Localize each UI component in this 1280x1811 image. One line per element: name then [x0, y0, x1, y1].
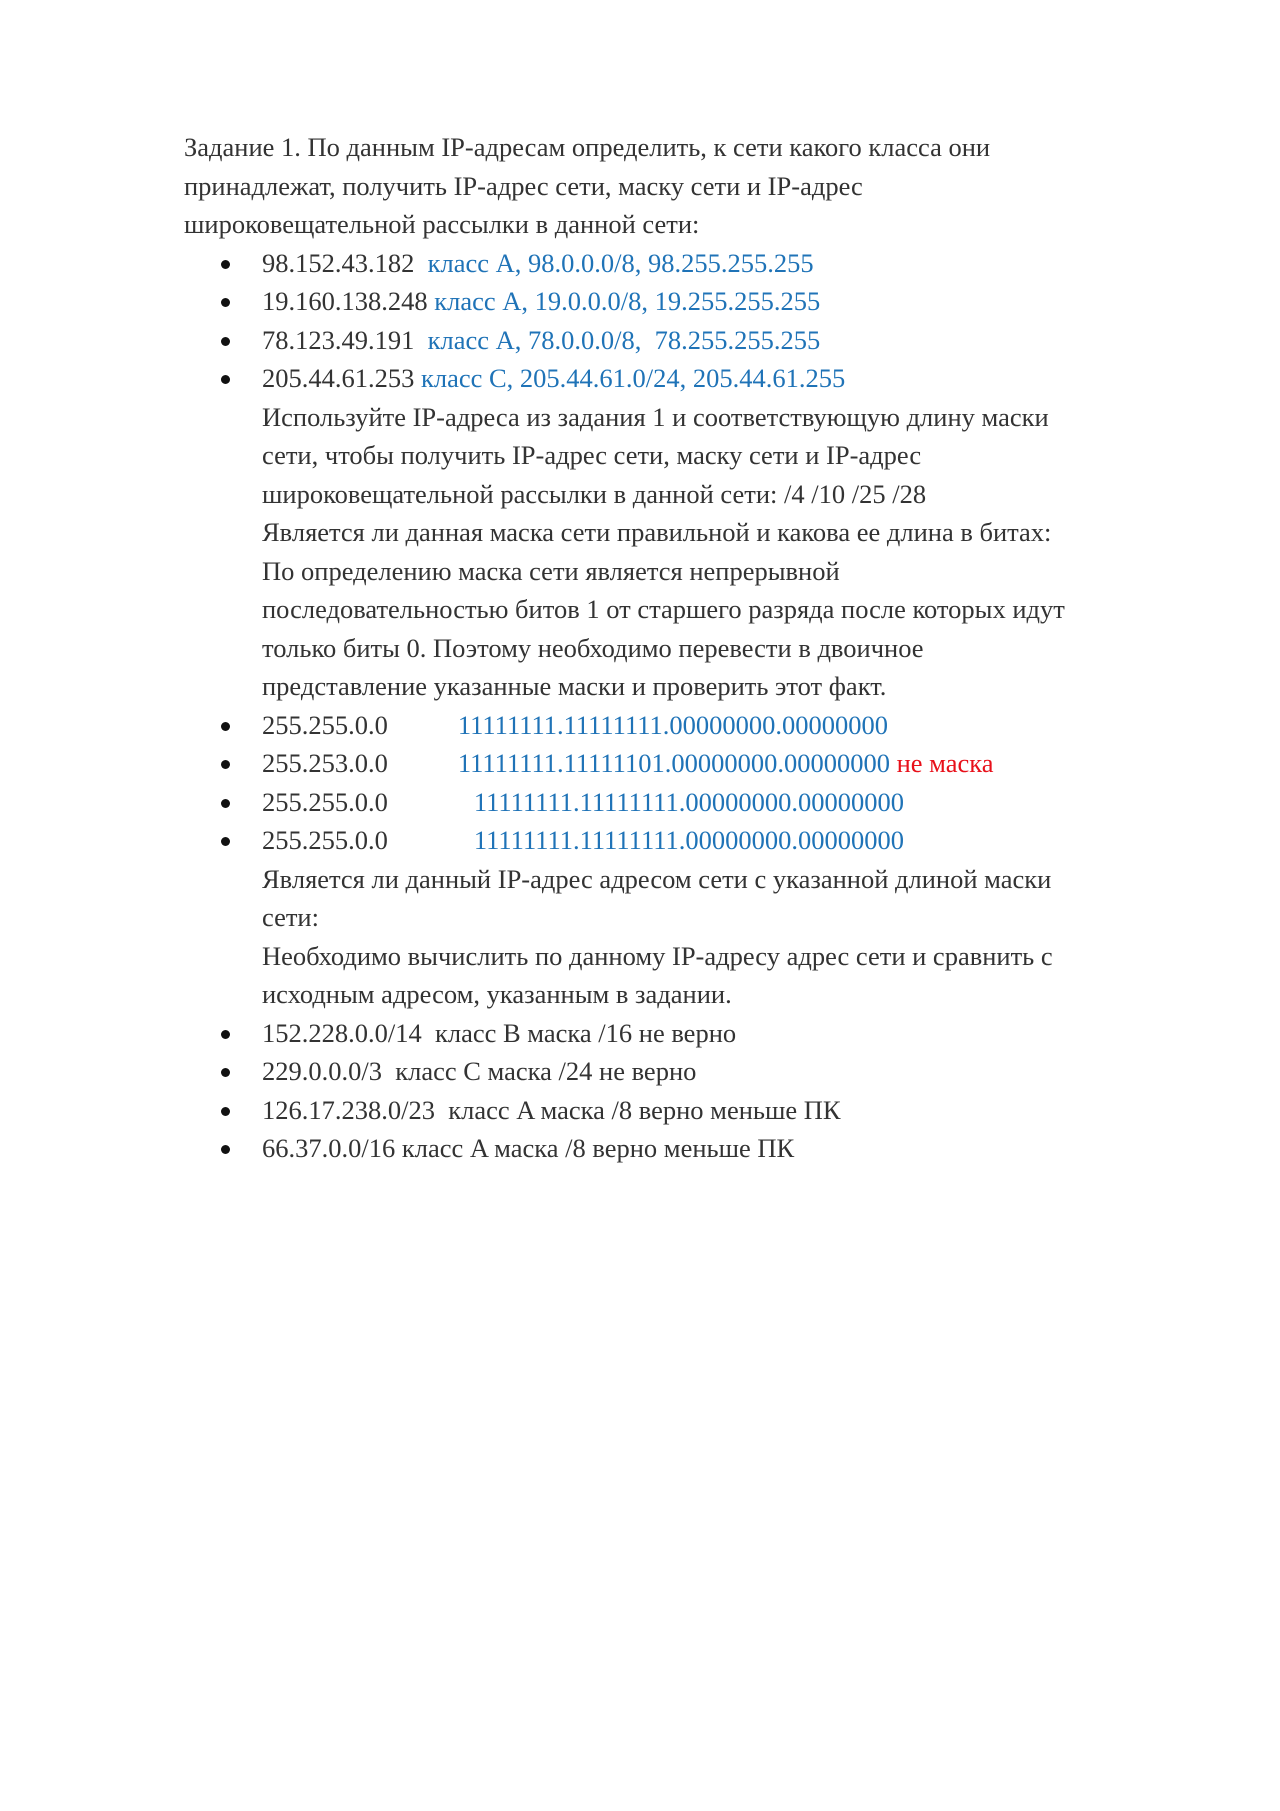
network-address-text: 152.228.0.0/14 класс B маска /16 не верно	[262, 1017, 737, 1048]
bullet-icon	[221, 1107, 230, 1116]
list-item	[262, 706, 1204, 745]
bullet-icon	[221, 837, 230, 846]
network-address-text: 126.17.238.0/23 класс A маска /8 верно меньше ПК	[262, 1094, 841, 1125]
paragraph-line: только биты 0. Поэтому необходимо перевести в двоичное	[262, 632, 924, 663]
answer-text: класс A, 78.0.0.0/8, 78.255.255.255	[427, 324, 821, 355]
bullet-icon	[221, 760, 230, 769]
paragraph-line: представление указанные маски и проверить этот факт.	[262, 671, 887, 701]
task-paragraph-3	[184, 860, 1204, 1014]
task-intro	[184, 128, 1204, 244]
list-item	[262, 783, 1204, 822]
paragraph-line: Используйте IP-адреса из задания 1 и соответствующую длину маски	[262, 401, 1049, 432]
list-item	[262, 744, 1204, 783]
mask-list	[184, 706, 1204, 860]
mask-value: 255.253.0.0	[262, 748, 388, 778]
list-item	[262, 1014, 1204, 1053]
bullet-icon	[221, 722, 230, 731]
ip-address: 205.44.61.253	[262, 363, 415, 393]
bullet-icon	[221, 1030, 230, 1039]
bullet-icon	[221, 1145, 230, 1154]
list-item	[262, 1091, 1204, 1130]
ip-address: 19.160.138.248	[262, 286, 428, 316]
paragraph-line: Является ли данный IP-адрес адресом сети с указанной длиной маски	[262, 863, 1052, 894]
intro-line: принадлежат, получить IP-адрес сети, маску сети и IP-адрес	[184, 170, 863, 201]
list-item	[262, 821, 1204, 860]
list-item	[262, 321, 1204, 360]
task-paragraph-2	[184, 398, 1204, 706]
ip-address: 98.152.43.182	[262, 247, 415, 278]
paragraph-line: Является ли данная маска сети правильной и какова ее длина в битах:	[262, 517, 1052, 547]
paragraph-line: сети, чтобы получить IP-адрес сети, маску сети и IP-адрес	[262, 440, 922, 470]
answer-text: класс C, 205.44.61.0/24, 205.44.61.255	[421, 363, 846, 393]
paragraph-line: широковещательной рассылки в данной сети: /4 /10 /25 /28	[262, 478, 927, 509]
bullet-icon	[221, 298, 230, 307]
list-item	[262, 282, 1204, 321]
bullet-icon	[221, 1068, 230, 1077]
ip-class-list	[184, 244, 1204, 398]
bullet-icon	[221, 375, 230, 384]
intro-line: Задание 1. По данным IP-адресам определить, к сети какого класса они	[184, 132, 991, 162]
network-address-text: 229.0.0.0/3 класс C маска /24 не верно	[262, 1056, 697, 1086]
bullet-icon	[221, 337, 230, 346]
ip-address: 78.123.49.191	[262, 324, 415, 355]
answer-text: класс A, 19.0.0.0/8, 19.255.255.255	[434, 286, 821, 316]
bullet-icon	[221, 260, 230, 269]
mask-value: 255.255.0.0	[262, 825, 388, 855]
binary-value: 11111111.11111111.00000000.00000000	[473, 786, 904, 817]
paragraph-line: Необходимо вычислить по данному IP-адресу адрес сети и сравнить с	[262, 940, 1053, 971]
paragraph-line: По определению маска сети является непрерывной	[262, 555, 840, 586]
list-item	[262, 244, 1204, 283]
binary-value: 11111111.11111111.00000000.00000000	[473, 825, 904, 855]
document-page	[184, 128, 1204, 1168]
list-item	[262, 359, 1204, 398]
answer-text: класс A, 98.0.0.0/8, 98.255.255.255	[427, 247, 814, 278]
binary-value: 11111111.11111111.00000000.00000000	[457, 709, 888, 740]
list-item	[262, 1052, 1204, 1091]
bullet-icon	[221, 799, 230, 808]
intro-line: широковещательной рассылки в данной сети:	[184, 209, 700, 239]
paragraph-line: сети:	[262, 902, 319, 932]
paragraph-line: исходным адресом, указанным в задании.	[262, 979, 732, 1009]
paragraph-line: последовательностью битов 1 от старшего разряда после которых идут	[262, 594, 1065, 624]
network-address-list	[184, 1014, 1204, 1168]
list-item	[262, 1129, 1204, 1168]
binary-value: 11111111.11111101.00000000.00000000	[457, 748, 890, 778]
not-mask-note: не маска	[896, 748, 994, 778]
network-address-text: 66.37.0.0/16 класс A маска /8 верно меньше ПК	[262, 1133, 795, 1163]
mask-value: 255.255.0.0	[262, 786, 388, 817]
mask-value: 255.255.0.0	[262, 709, 388, 740]
